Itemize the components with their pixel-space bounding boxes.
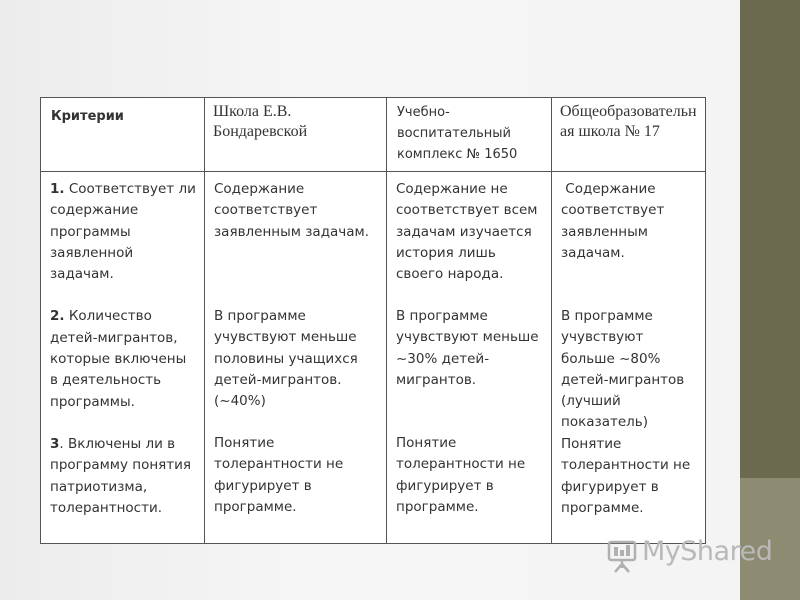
school2-tolerance: Понятие толерантности не фигурирует в программе. [396, 435, 526, 515]
school1-migrants: В программе учувствуют меньше половины учащихся детей-мигрантов.(~40%) [214, 308, 358, 410]
school3-cell [552, 172, 706, 544]
school3-migrants: В программе учувствуют больше ~80% детей-мигрантов (лучший показатель) [561, 308, 685, 431]
header-cell [552, 98, 706, 172]
table-row [41, 172, 706, 544]
header-cell [387, 98, 552, 172]
table-header-row [41, 98, 706, 172]
school3-content: Содержание соответствует заявленным задачам. [561, 181, 669, 261]
criteria-cell [41, 172, 205, 544]
school1-content: Содержание соответствует заявленным задачам. [214, 181, 370, 240]
school2-content: Содержание не соответствует всем задачам изучается история лишь своего народа. [396, 181, 538, 283]
criterion-1: 1. Соответствует ли содержание программы заявленной задачам. [50, 181, 196, 283]
watermark-logo [606, 536, 773, 574]
school2-migrants: В программе учувствуют меньше ~30% детей-мигрантов. [396, 308, 539, 388]
criterion-3: 3. Включены ли в программу понятия патриотизма, толерантности. [50, 435, 192, 516]
school2-cell [387, 172, 552, 544]
header-complex-1650: Учебно-воспитательный комплекс № 1650 [397, 105, 518, 162]
comparison-table [40, 97, 706, 544]
criterion-2: 2. Количество детей-мигрантов, которые включены в деятельность программы. [50, 308, 187, 410]
header-school-bondarevskaya: Школа Е.В. Бондаревской [213, 103, 308, 140]
school3-tolerance: Понятие толерантности не фигурирует в программе. [561, 436, 691, 516]
presentation-board-icon [606, 538, 638, 574]
watermark-text: MyShared [642, 536, 773, 567]
header-school-17: Общеобразовательная школа № 17 [560, 103, 697, 140]
header-cell [41, 98, 205, 172]
school1-tolerance: Понятие толерантности не фигурирует в программе. [214, 435, 344, 515]
school1-cell [205, 172, 387, 544]
header-cell [205, 98, 387, 172]
header-criteria: Критерии [51, 109, 124, 124]
